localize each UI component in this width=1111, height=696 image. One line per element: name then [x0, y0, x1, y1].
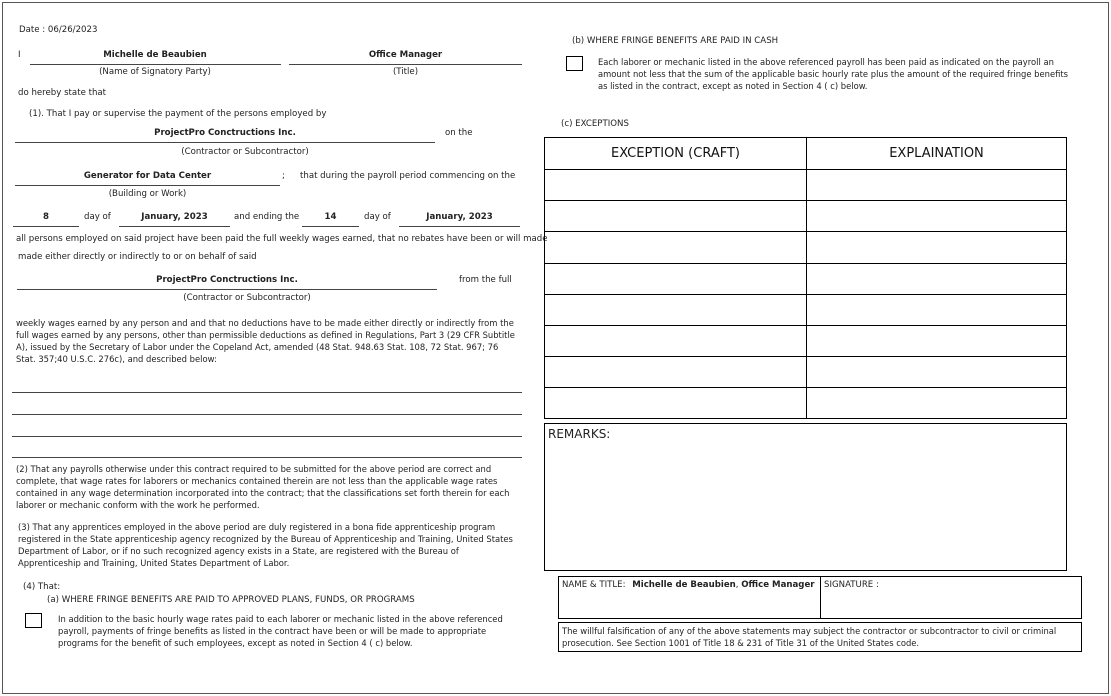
start-month-line [119, 226, 230, 227]
clause2-paragraph: (2) That any payrolls otherwise under this contract required to be submitted for the above period are correct and complete, that wage rates for laborers or mechanics contained therein are not less than the applicable wage rates contained in any wage determination incorporated into the contract; that the classifications set forth therein for each laborer or mechanic conform with the work he performed. [16, 464, 510, 510]
clause4a-title: (a) WHERE FRINGE BENEFITS ARE PAID TO APPROVED PLANS, FUNDS, OR PROGRAMS [47, 595, 415, 605]
building-name: Generator for Data Center [83, 171, 212, 181]
contractor-line [15, 142, 435, 143]
signatory-name: Michelle de Beaubien [103, 50, 207, 60]
described-line-2 [12, 414, 522, 415]
column-header-exception: EXCEPTION (CRAFT) [611, 146, 740, 161]
signatory-prefix: I [18, 50, 21, 60]
table-row [545, 200, 1066, 201]
date-value: : 06/26/2023 [42, 25, 98, 35]
building-caption: (Building or Work) [108, 189, 187, 199]
paid-text: all persons employed on said project have been paid the full weekly wages earned, that no rebates have been or will made [16, 234, 548, 244]
warning-text: The willful falsification of any of the above statements may subject the contractor or subcontractor to civil or criminal prosecution. See Section 1001 of Title 18 & 231 of Title 31 of the United States code. [562, 626, 1057, 648]
payroll-period-text: that during the payroll period commencing on the [300, 171, 516, 181]
and-ending-text: and ending the [234, 212, 300, 222]
behalf-text: made either directly or indirectly to or on behalf of said [18, 252, 257, 262]
end-day: 14 [324, 212, 337, 222]
contractor-caption: (Contractor or Subcontractor) [181, 147, 309, 157]
clause4a-paragraph: In addition to the basic hourly wage rates paid to each laborer or mechanic listed in the above referenced payroll, payments of fringe benefits as listed in the contract have been or will be made to appropriate programs for the benefit of such employees, except as noted in Section 4 ( c) below. [58, 614, 503, 648]
clause4-label: (4) That: [23, 582, 61, 592]
clause4a-checkbox[interactable] [25, 613, 42, 628]
on-the-text: on the [445, 128, 473, 138]
clause4b-title: (b) WHERE FRINGE BENEFITS ARE PAID IN CASH [572, 36, 779, 46]
start-month: January, 2023 [141, 212, 208, 222]
signature-name: Michelle de Beaubien [632, 580, 736, 590]
start-day: 8 [43, 212, 49, 222]
name-title-label: NAME & TITLE: Michelle de Beaubien, Office Manager [562, 580, 815, 590]
signature-label: SIGNATURE : [824, 580, 879, 590]
remarks-label: REMARKS: [548, 427, 611, 441]
described-line-4 [12, 457, 522, 458]
table-row [545, 294, 1066, 295]
contractor-line-2 [17, 289, 437, 290]
table-divider [806, 138, 807, 418]
start-day-line [13, 226, 79, 227]
table-row [545, 356, 1066, 357]
table-row [545, 325, 1066, 326]
described-line-1 [12, 392, 522, 393]
described-line-3 [12, 436, 522, 437]
from-full-text: from the full [459, 275, 512, 285]
table-row [545, 231, 1066, 232]
column-header-explaination: EXPLAINATION [889, 146, 984, 161]
statement-text: do hereby state that [18, 88, 107, 98]
clause4c-title: (c) EXCEPTIONS [561, 119, 629, 129]
signatory-title-caption: (Title) [392, 67, 419, 77]
signatory-name-line [30, 64, 281, 65]
signatory-title: Office Manager [368, 50, 443, 60]
warning-box [558, 622, 1082, 652]
signature-divider [820, 577, 821, 618]
clause4b-checkbox[interactable] [566, 56, 583, 71]
signature-title: Office Manager [741, 580, 815, 590]
signatory-title-line [289, 64, 522, 65]
semicolon: ; [282, 171, 285, 181]
end-month: January, 2023 [426, 212, 493, 222]
signatory-name-caption: (Name of Signatory Party) [99, 67, 211, 77]
date-label: Date : 06/26/2023 [19, 25, 98, 35]
signature-box [558, 576, 1082, 619]
day-of-text: day of [84, 212, 111, 222]
clause3-paragraph: (3) That any apprentices employed in the above period are duly registered in a bona fide apprenticeship program registered in the State apprenticeship agency recognized by the Bureau of Apprenticeship and Training, United States Department of Labor, or if no such recognized agency exists in a State, are registered with the Bureau of Apprenticeship and Training, United States Department of Labor. [18, 522, 513, 568]
end-day-line [302, 226, 359, 227]
end-month-line [399, 226, 520, 227]
wages-paragraph: weekly wages earned by any person and and that no deductions have to be made either directly or indirectly from the full wages earned by any persons, other than permissible deductions as defined in Regulations, Part 3 (29 CFR Subtitle A), issued by the Secretary of Labor under the Copeland Act, amended (48 Stat. 948.63 Stat. 108, 72 Stat. 967; 76 Stat. 357;40 U.S.C. 276c), and described below: [16, 318, 515, 364]
contractor-name-2: ProjectPro Conctructions Inc. [156, 275, 298, 285]
contractor-name: ProjectPro Conctructions Inc. [154, 128, 296, 138]
clause1-text: (1). That I pay or supervise the payment of the persons employed by [29, 109, 327, 119]
table-row [545, 387, 1066, 388]
contractor-caption-2: (Contractor or Subcontractor) [183, 293, 311, 303]
clause4b-paragraph: Each laborer or mechanic listed in the above referenced payroll has been paid as indicated on the payroll an amount not less that the sum of the applicable basic hourly rate plus the amount of the required fringe benefits as listed in the contract, except as noted in Section 4 ( c) below. [598, 57, 1069, 91]
building-line [15, 185, 280, 186]
table-row [545, 169, 1066, 170]
day-of-text-2: day of [364, 212, 391, 222]
table-row [545, 263, 1066, 264]
exceptions-table [544, 137, 1067, 419]
remarks-box[interactable] [544, 423, 1067, 571]
